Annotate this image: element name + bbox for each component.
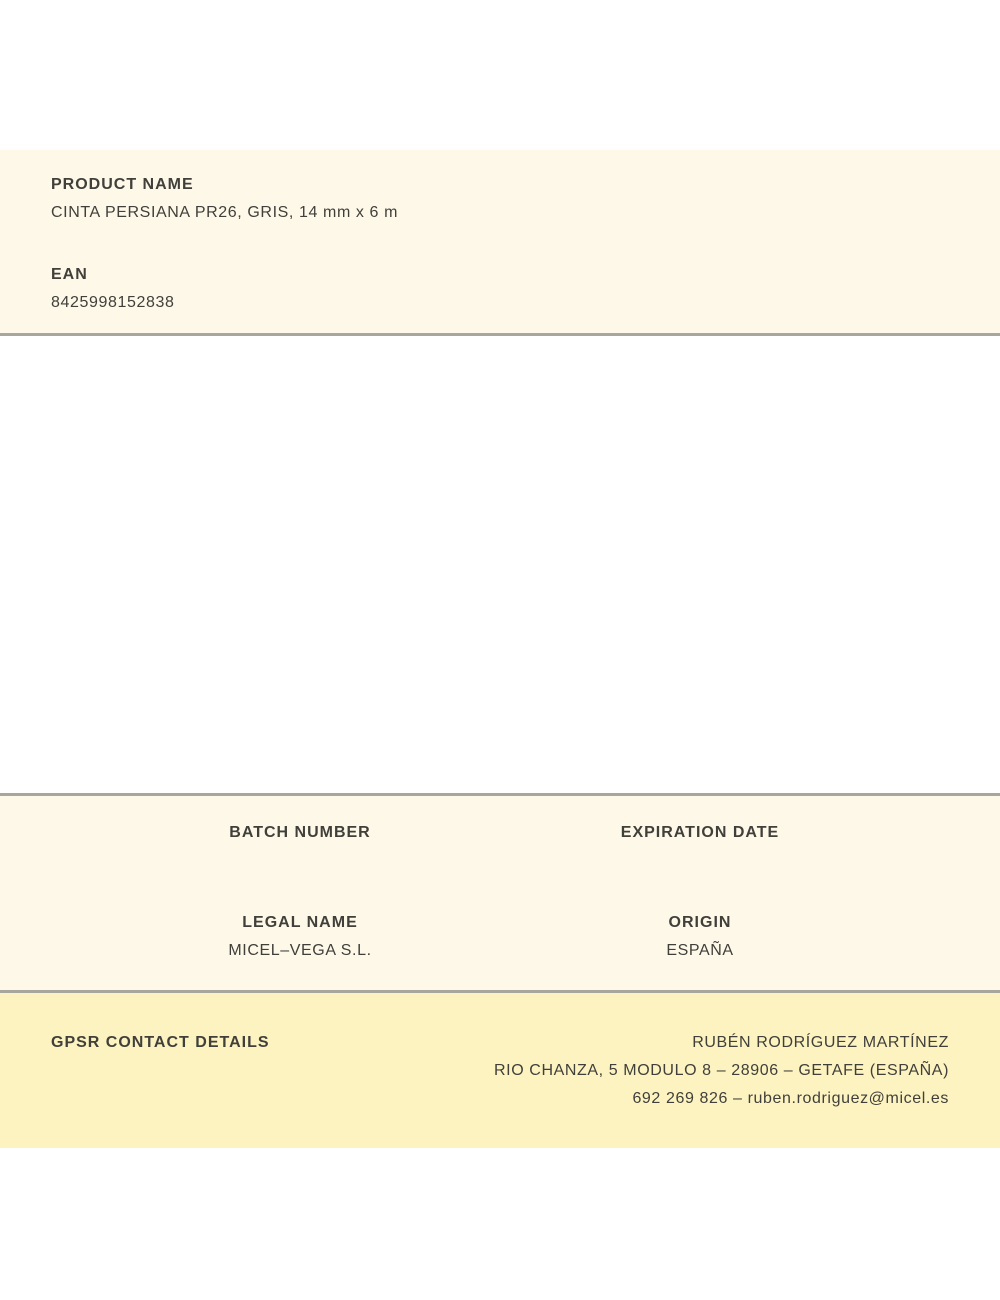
expiration-date-label: EXPIRATION DATE <box>620 824 780 841</box>
contact-person-name: RUBÉN RODRÍGUEZ MARTÍNEZ <box>692 1034 949 1051</box>
expiration-date-field <box>500 819 900 875</box>
expiration-date-value <box>500 847 900 875</box>
ean-label: EAN <box>51 266 88 283</box>
product-name-value: CINTA PERSIANA PR26, GRIS, 14 mm x 6 m <box>51 204 399 221</box>
origin-value: ESPAÑA <box>666 942 734 959</box>
origin-label: ORIGIN <box>668 914 732 931</box>
origin-field <box>500 909 900 965</box>
product-name-field <box>51 171 949 227</box>
details-grid <box>100 819 900 965</box>
details-section <box>0 793 1000 993</box>
product-name-label: PRODUCT NAME <box>51 176 194 193</box>
batch-number-label: BATCH NUMBER <box>229 824 371 841</box>
gpsr-contact-label: GPSR CONTACT DETAILS <box>51 1034 270 1051</box>
gpsr-contact-section <box>0 993 1000 1148</box>
batch-number-field <box>100 819 500 875</box>
gpsr-contact-lines <box>494 1029 949 1113</box>
ean-field <box>51 261 949 317</box>
legal-name-field <box>100 909 500 965</box>
product-section <box>0 150 1000 336</box>
ean-value: 8425998152838 <box>51 294 175 311</box>
legal-name-value: MICEL–VEGA S.L. <box>228 942 372 959</box>
contact-address: RIO CHANZA, 5 MODULO 8 – 28906 – GETAFE (ESPAÑA) <box>494 1062 949 1079</box>
contact-phone-email: 692 269 826 – ruben.rodriguez@micel.es <box>632 1090 949 1107</box>
batch-number-value <box>100 847 500 875</box>
legal-name-label: LEGAL NAME <box>242 914 358 931</box>
